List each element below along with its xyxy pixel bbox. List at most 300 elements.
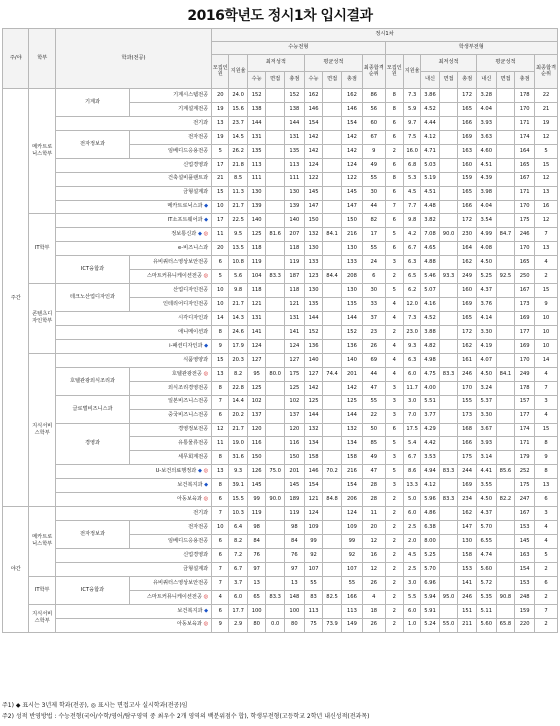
value-cell: 15.5 <box>229 493 248 507</box>
value-cell: 150 <box>341 214 362 228</box>
table-row <box>3 395 558 409</box>
value-cell <box>266 395 285 409</box>
value-cell: 5.35 <box>476 590 496 604</box>
value-cell: 246 <box>458 367 477 381</box>
value-cell: 9.3 <box>229 465 248 479</box>
value-cell <box>323 214 342 228</box>
value-cell: 15 <box>535 423 558 437</box>
value-cell: 5.9 <box>404 102 421 116</box>
value-cell: 130 <box>341 284 362 298</box>
major-cell <box>130 89 212 103</box>
value-cell: 4.00 <box>421 381 440 395</box>
value-cell: 22 <box>363 409 386 423</box>
value-cell <box>496 242 515 256</box>
table-row <box>3 256 558 270</box>
value-cell <box>439 298 458 312</box>
value-cell: 75 <box>304 618 323 632</box>
value-cell <box>266 172 285 186</box>
value-cell: 2 <box>385 618 404 632</box>
value-cell: 119 <box>284 507 304 521</box>
value-cell: 116 <box>247 437 266 451</box>
value-cell <box>496 325 515 339</box>
value-cell <box>323 298 342 312</box>
value-cell: 26.2 <box>229 144 248 158</box>
dept-name: 신업경영과 <box>183 161 209 168</box>
value-cell: 111 <box>284 172 304 186</box>
value-cell <box>323 604 342 618</box>
value-cell: 84 <box>284 535 304 549</box>
value-cell: 157 <box>515 395 535 409</box>
value-cell: 3 <box>385 451 404 465</box>
value-cell: 4.82 <box>421 339 440 353</box>
value-cell: 3 <box>385 381 404 395</box>
value-cell <box>323 186 342 200</box>
value-cell <box>496 479 515 493</box>
dept-cell <box>55 214 211 228</box>
value-cell: 140 <box>284 214 304 228</box>
value-cell <box>496 451 515 465</box>
dept-cell <box>55 507 211 521</box>
value-cell: 4.50 <box>476 256 496 270</box>
value-cell: 8 <box>212 451 229 465</box>
value-cell: 4.50 <box>476 367 496 381</box>
value-cell <box>439 256 458 270</box>
value-cell <box>266 409 285 423</box>
value-cell: 136 <box>304 339 323 353</box>
value-cell: 144 <box>247 116 266 130</box>
table-row <box>3 312 558 326</box>
value-cell: 4 <box>363 590 386 604</box>
dept-name: 신업경영과 <box>183 551 209 558</box>
value-cell: 144 <box>304 409 323 423</box>
value-cell <box>439 479 458 493</box>
value-cell: 82.2 <box>496 493 515 507</box>
value-cell: 8.00 <box>421 535 440 549</box>
value-cell: 4.52 <box>421 312 440 326</box>
value-cell: 249 <box>458 270 477 284</box>
value-cell: 17.7 <box>229 604 248 618</box>
value-cell: 13 <box>535 186 558 200</box>
value-cell <box>439 102 458 116</box>
value-cell: 5.72 <box>476 576 496 590</box>
s-avg-score-header: 평균성적 <box>304 55 362 72</box>
footnote-2: 주2) 성적 반영방법 : 수능전형(국어/수학/영어/탐구영역 중 최우수 2개 영역의 백분위점수 합), 학생부전형(고등학교 2학년 내신성적(전과목) <box>2 713 370 720</box>
value-cell: 146 <box>341 102 362 116</box>
value-cell: 24.0 <box>229 89 248 103</box>
value-cell: 3.30 <box>476 409 496 423</box>
value-cell: 125 <box>341 395 362 409</box>
value-cell: 3.82 <box>421 214 440 228</box>
value-cell: 206 <box>341 493 362 507</box>
value-cell: 130 <box>247 186 266 200</box>
value-cell: 121 <box>284 298 304 312</box>
value-cell: 21 <box>535 102 558 116</box>
value-cell: 154 <box>341 116 362 130</box>
value-cell: 4.94 <box>421 465 440 479</box>
table-row <box>3 479 558 493</box>
value-cell: 3.54 <box>476 214 496 228</box>
value-cell: 234 <box>458 493 477 507</box>
value-cell: 249 <box>515 367 535 381</box>
value-cell <box>439 158 458 172</box>
value-cell: 84.7 <box>496 228 515 242</box>
value-cell: 33 <box>363 298 386 312</box>
major-name: 스마트커뮤니케이션전공 <box>146 593 202 600</box>
value-cell <box>439 521 458 535</box>
value-cell: 3.93 <box>476 437 496 451</box>
value-cell: 107 <box>341 562 362 576</box>
table-row <box>3 228 558 242</box>
value-cell <box>323 284 342 298</box>
value-cell: 130 <box>341 242 362 256</box>
value-cell: 4 <box>385 339 404 353</box>
dept-cell <box>55 562 211 576</box>
value-cell: 177 <box>515 325 535 339</box>
value-cell: 85 <box>363 437 386 451</box>
value-cell: 37 <box>363 312 386 326</box>
value-cell: 99 <box>247 493 266 507</box>
value-cell: 131 <box>247 130 266 144</box>
value-cell: 10 <box>212 284 229 298</box>
table-row <box>3 367 558 381</box>
value-cell: 14.5 <box>229 130 248 144</box>
dept-name: e-비즈니스과 <box>178 245 209 252</box>
value-cell <box>266 214 285 228</box>
value-cell: 166 <box>458 116 477 130</box>
value-cell <box>496 89 515 103</box>
value-cell: 8 <box>212 325 229 339</box>
value-cell: 1.0 <box>404 618 421 632</box>
value-cell <box>496 521 515 535</box>
value-cell: 5.60 <box>476 562 496 576</box>
department-group-cell: 기계과 <box>55 89 129 117</box>
value-cell: 5.25 <box>476 270 496 284</box>
value-cell: 171 <box>515 116 535 130</box>
value-cell: 9.8 <box>229 284 248 298</box>
value-cell: 152 <box>341 325 362 339</box>
value-cell: 4.07 <box>476 353 496 367</box>
value-cell <box>266 242 285 256</box>
major-name: 외식조리경영전공 <box>168 384 209 391</box>
major-cell <box>130 367 212 381</box>
value-cell: 13 <box>284 576 304 590</box>
value-cell: 5 <box>535 144 558 158</box>
value-cell: 132 <box>304 228 323 242</box>
value-cell: 140 <box>304 353 323 367</box>
dept-name: 금형설계과 <box>183 189 209 196</box>
value-cell: 162 <box>458 256 477 270</box>
value-cell: 160 <box>458 284 477 298</box>
value-cell: 158 <box>304 451 323 465</box>
value-cell <box>439 451 458 465</box>
dept-cell <box>55 312 211 326</box>
footnote-1: 주1) ◆ 표시는 3년제 학과(전공), ◎ 표시는 면접고사 실시학과(전공)임 <box>2 702 188 709</box>
major-mark: ◎ <box>203 273 209 280</box>
value-cell: 5.96 <box>421 493 440 507</box>
value-cell: 26 <box>363 618 386 632</box>
table-row <box>3 186 558 200</box>
table-row <box>3 130 558 144</box>
value-cell: 172 <box>458 89 477 103</box>
value-cell: 154 <box>304 116 323 130</box>
major-cell <box>130 256 212 270</box>
value-cell: 5 <box>212 144 229 158</box>
value-cell: 208 <box>341 270 362 284</box>
value-cell: 13 <box>535 242 558 256</box>
major-cell <box>130 298 212 312</box>
value-cell: 5.11 <box>476 604 496 618</box>
value-cell: 131 <box>284 130 304 144</box>
value-cell: 20 <box>212 89 229 103</box>
value-cell <box>439 186 458 200</box>
value-cell <box>323 548 342 562</box>
value-cell: 3.86 <box>421 89 440 103</box>
value-cell: 80.0 <box>266 367 285 381</box>
major-cell <box>130 130 212 144</box>
value-cell <box>496 298 515 312</box>
value-cell: 11.7 <box>404 381 421 395</box>
value-cell: 104 <box>247 270 266 284</box>
value-cell: 15.6 <box>229 102 248 116</box>
value-cell: 4.04 <box>476 102 496 116</box>
table-row <box>3 521 558 535</box>
value-cell: 119 <box>247 256 266 270</box>
value-cell: 20.3 <box>229 353 248 367</box>
value-cell: 55 <box>363 172 386 186</box>
value-cell: 3 <box>535 395 558 409</box>
value-cell: 4.5 <box>404 548 421 562</box>
value-cell: 211 <box>458 618 477 632</box>
value-cell: 4.29 <box>421 423 440 437</box>
value-cell: 145 <box>515 535 535 549</box>
value-cell: 147 <box>458 521 477 535</box>
value-cell: 170 <box>515 242 535 256</box>
value-cell: 76 <box>284 548 304 562</box>
major-cell <box>130 284 212 298</box>
value-cell: 216 <box>341 228 362 242</box>
value-cell: 177 <box>515 409 535 423</box>
value-cell <box>496 423 515 437</box>
value-cell: 162 <box>458 339 477 353</box>
value-cell: 135 <box>284 144 304 158</box>
value-cell: 55 <box>363 242 386 256</box>
value-cell: 248 <box>515 590 535 604</box>
value-cell: 3.24 <box>476 381 496 395</box>
value-cell: 118 <box>284 284 304 298</box>
value-cell: 55.0 <box>439 618 458 632</box>
value-cell: 124 <box>341 158 362 172</box>
major-cell <box>130 395 212 409</box>
value-cell: 142 <box>304 381 323 395</box>
value-cell: 90.0 <box>266 493 285 507</box>
value-cell: 60 <box>363 116 386 130</box>
value-cell: 26 <box>363 576 386 590</box>
value-cell <box>496 102 515 116</box>
value-cell: 8.6 <box>404 465 421 479</box>
value-cell: 201 <box>341 367 362 381</box>
track-cell: 주간 <box>3 89 29 507</box>
value-cell: 80 <box>284 618 304 632</box>
value-cell: 7.08 <box>421 228 440 242</box>
value-cell: 14 <box>535 353 558 367</box>
dept-mark: ◆ <box>204 482 209 489</box>
value-cell: 47 <box>363 381 386 395</box>
suneung-track-header: 수능전형 <box>212 42 385 55</box>
value-cell: 4 <box>212 590 229 604</box>
major-name: 기계설계전공 <box>178 105 209 112</box>
h-min-score-header: 최저성적 <box>421 55 477 72</box>
value-cell: 24 <box>363 256 386 270</box>
value-cell: 147 <box>341 200 362 214</box>
value-cell: 187 <box>284 270 304 284</box>
value-cell: 125 <box>304 395 323 409</box>
dept-cell <box>55 618 211 632</box>
value-cell <box>496 395 515 409</box>
table-row <box>3 576 558 590</box>
value-cell <box>323 312 342 326</box>
value-cell: 159 <box>515 604 535 618</box>
value-cell: 5.70 <box>421 562 440 576</box>
value-cell <box>266 562 285 576</box>
value-cell: 13 <box>212 465 229 479</box>
value-cell <box>439 353 458 367</box>
value-cell: 9 <box>212 339 229 353</box>
value-cell: 149 <box>341 618 362 632</box>
value-cell: 174 <box>515 423 535 437</box>
value-cell: 4.37 <box>476 284 496 298</box>
value-cell: 113 <box>284 158 304 172</box>
value-cell: 4.88 <box>421 256 440 270</box>
value-cell: 83.3 <box>439 493 458 507</box>
value-cell: 6 <box>385 116 404 130</box>
s-ratio-header: 지원율 <box>229 55 248 89</box>
value-cell: 132 <box>341 423 362 437</box>
value-cell: 134 <box>304 437 323 451</box>
value-cell: 4.74 <box>476 548 496 562</box>
value-cell: 7 <box>212 562 229 576</box>
value-cell <box>439 339 458 353</box>
value-cell <box>496 339 515 353</box>
value-cell: 5 <box>212 270 229 284</box>
value-cell <box>496 381 515 395</box>
major-name: 유비쿼터스영상보안전공 <box>153 259 209 266</box>
value-cell: 28 <box>363 493 386 507</box>
value-cell: 109 <box>341 521 362 535</box>
value-cell: 12 <box>212 423 229 437</box>
value-cell: 2 <box>385 576 404 590</box>
value-cell: 3.67 <box>476 423 496 437</box>
value-cell <box>323 535 342 549</box>
value-cell: 23.7 <box>229 116 248 130</box>
value-cell: 178 <box>515 381 535 395</box>
dept-mark: ◆ ◎ <box>197 468 209 475</box>
value-cell <box>323 576 342 590</box>
table-row <box>3 548 558 562</box>
value-cell: 165 <box>458 186 477 200</box>
value-cell <box>439 172 458 186</box>
table-row <box>3 214 558 228</box>
value-cell: 252 <box>515 465 535 479</box>
value-cell <box>323 353 342 367</box>
value-cell: 121 <box>304 493 323 507</box>
value-cell: 16 <box>363 548 386 562</box>
value-cell <box>496 200 515 214</box>
value-cell: 5.60 <box>476 618 496 632</box>
value-cell: 135 <box>304 298 323 312</box>
value-cell: 130 <box>284 186 304 200</box>
value-cell: 2.5 <box>404 562 421 576</box>
value-cell: 167 <box>515 507 535 521</box>
value-cell: 154 <box>341 479 362 493</box>
value-cell: 2 <box>385 507 404 521</box>
value-cell: 4.71 <box>421 144 440 158</box>
dept-name: 전기과 <box>193 119 209 126</box>
value-cell: 12 <box>535 130 558 144</box>
value-cell: 118 <box>284 242 304 256</box>
value-cell: 135 <box>247 144 266 158</box>
value-cell: 126 <box>247 465 266 479</box>
value-cell: 169 <box>458 298 477 312</box>
value-cell: 113 <box>341 604 362 618</box>
value-cell: 83 <box>304 590 323 604</box>
value-cell: 140 <box>341 353 362 367</box>
table-row <box>3 89 558 103</box>
major-name: 경영정보전공 <box>178 426 209 433</box>
value-cell: 4.60 <box>476 144 496 158</box>
value-cell: 207 <box>284 228 304 242</box>
value-cell: 153 <box>515 576 535 590</box>
value-cell: 144 <box>341 312 362 326</box>
value-cell <box>323 339 342 353</box>
value-cell: 230 <box>458 228 477 242</box>
value-cell <box>439 242 458 256</box>
value-cell: 5.3 <box>404 172 421 186</box>
major-cell <box>130 451 212 465</box>
department-group-cell: 전자정보과 <box>55 130 129 158</box>
faculty-cell: 콘텐츠디자인학부 <box>29 284 55 354</box>
s-interview-header: 면접 <box>266 72 285 89</box>
value-cell <box>323 521 342 535</box>
table-row <box>3 604 558 618</box>
value-cell: 4.44 <box>421 116 440 130</box>
value-cell: 0.0 <box>266 618 285 632</box>
s-suneung-header: 수능 <box>304 72 323 89</box>
value-cell: 2 <box>535 618 558 632</box>
value-cell: 139 <box>247 200 266 214</box>
value-cell: 56 <box>363 102 386 116</box>
value-cell <box>496 604 515 618</box>
value-cell: 146 <box>304 102 323 116</box>
value-cell: 21.8 <box>229 158 248 172</box>
value-cell: 28 <box>363 479 386 493</box>
value-cell: 100 <box>247 604 266 618</box>
value-cell: 169 <box>458 479 477 493</box>
page-title: 2016학년도 정시1차 입시결과 <box>187 8 373 24</box>
dept-mark: ◆ <box>204 203 209 210</box>
value-cell: 19 <box>212 102 229 116</box>
value-cell <box>323 144 342 158</box>
value-cell: 7.7 <box>404 200 421 214</box>
major-name: 전자전공 <box>188 523 209 530</box>
value-cell <box>323 130 342 144</box>
value-cell: 154 <box>515 562 535 576</box>
value-cell: 118 <box>247 284 266 298</box>
value-cell <box>323 116 342 130</box>
value-cell: 133 <box>304 256 323 270</box>
value-cell <box>266 144 285 158</box>
value-cell: 131 <box>247 312 266 326</box>
value-cell: 2 <box>385 493 404 507</box>
